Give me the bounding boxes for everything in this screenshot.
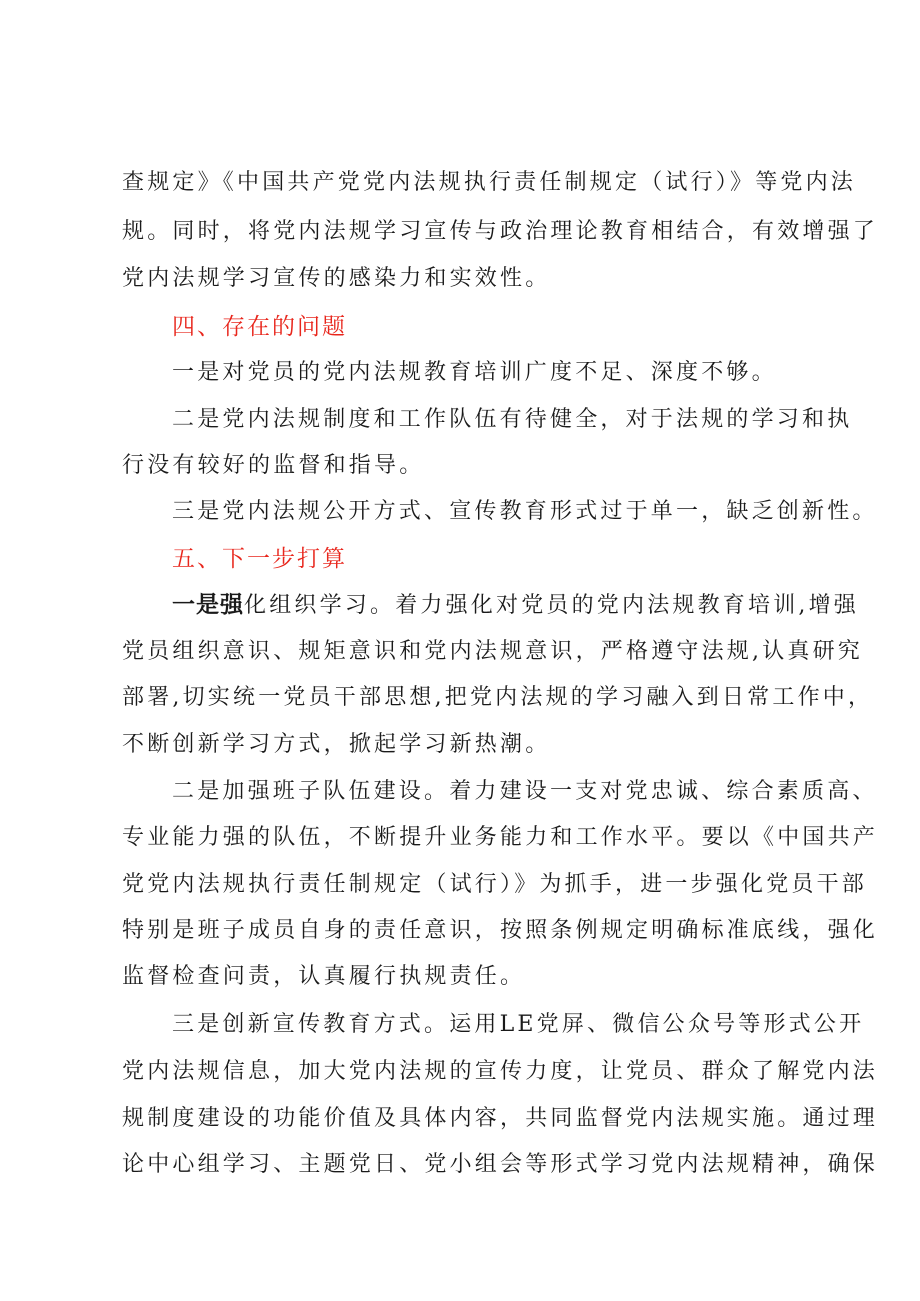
section-heading-problems: 四、存在的问题 <box>172 314 347 340</box>
section-heading-next-steps: 五、下一步打算 <box>172 546 347 572</box>
body-line: 党内法规信息，加大党内法规的宣传力度，让党员、群众了解党内法 <box>122 1059 879 1084</box>
body-line: 党员组织意识、规矩意识和党内法规意识，严格遵守法规,认真研究 <box>122 639 863 664</box>
body-line: 论中心组学习、主题党日、党小组会等形式学习党内法规精神，确保 <box>122 1152 879 1177</box>
body-line: 监督检查问责，认真履行执规责任。 <box>122 964 526 989</box>
body-line: 党内法规学习宣传的感染力和实效性。 <box>122 266 551 291</box>
item-text: 化组织学习。着力强化对党员的党内法规教育培训,增强 <box>244 593 859 618</box>
body-line: 二是党内法规制度和工作队伍有待健全，对于法规的学习和执 <box>172 407 853 432</box>
body-line: 党党内法规执行责任制规定（试行）》为抓手，进一步强化党员干部 <box>122 872 868 897</box>
body-line: 行没有较好的监督和指导。 <box>122 453 425 478</box>
body-line: 特别是班子成员自身的责任意识，按照条例规定明确标准底线，强化 <box>122 918 879 943</box>
body-line: 规。同时，将党内法规学习宣传与政治理论教育相结合，有效增强了 <box>122 219 879 244</box>
body-line: 三是创新宣传教育方式。运用LE党屏、微信公众号等形式公开 <box>172 1012 865 1037</box>
body-line: 查规定》《中国共产党党内法规执行责任制规定（试行）》等党内法 <box>122 170 857 195</box>
body-line: 规制度建设的功能价值及具体内容，共同监督党内法规实施。通过理 <box>122 1106 879 1131</box>
body-line: 二是加强班子队伍建设。着力建设一支对党忠诚、综合素质高、 <box>172 779 878 804</box>
body-line: 专业能力强的队伍，不断提升业务能力和工作水平。要以《中国共产 <box>122 825 879 850</box>
body-line: 三是党内法规公开方式、宣传教育形式过于单一，缺乏创新性。 <box>172 499 878 524</box>
body-line <box>172 590 872 621</box>
body-line: 部署,切实统一党员干部思想,把党内法规的学习融入到日常工作中， <box>122 685 874 710</box>
body-line: 一是对党员的党内法规教育培训广度不足、深度不够。 <box>172 360 777 385</box>
item-lead: 一是强 <box>172 592 244 618</box>
body-line: 不断创新学习方式，掀起学习新热潮。 <box>122 732 551 757</box>
